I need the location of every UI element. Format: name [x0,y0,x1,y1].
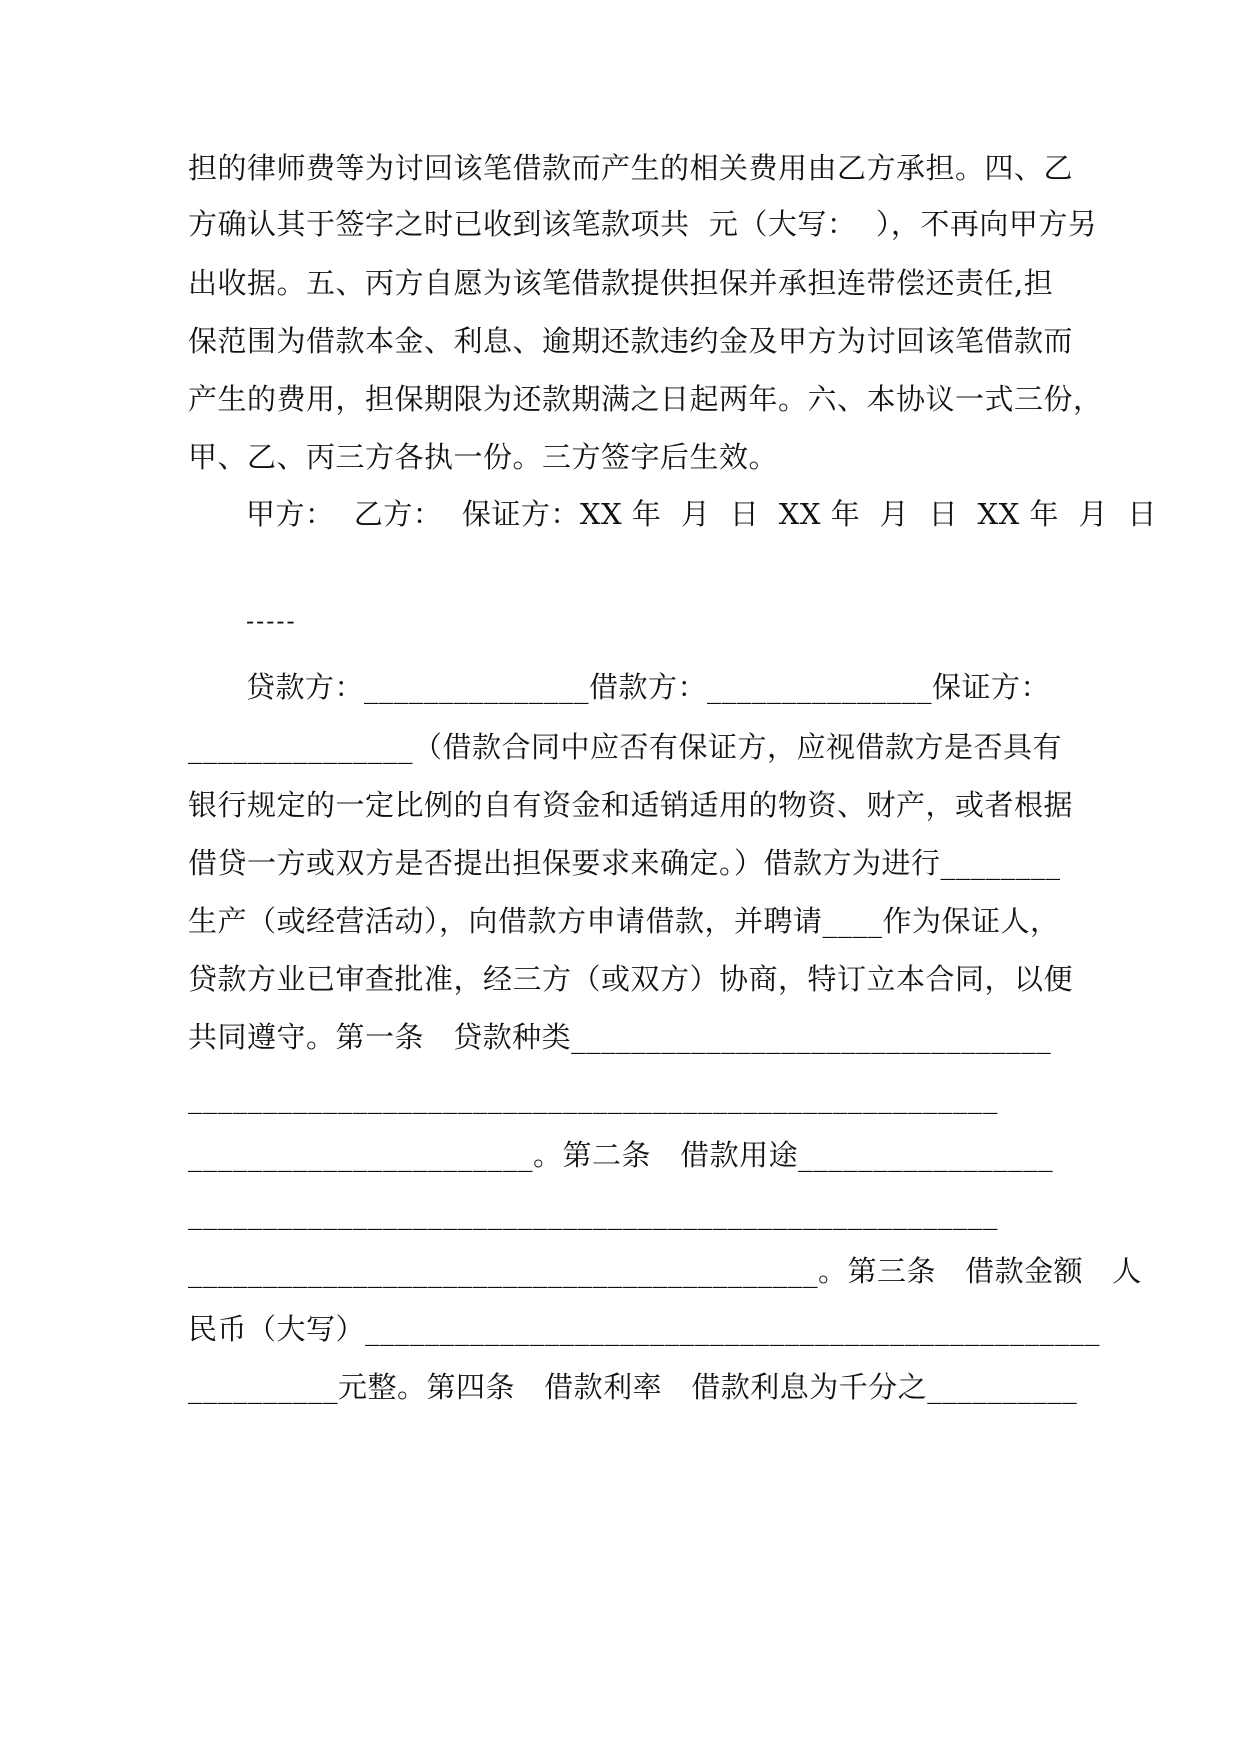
text-line-16: ______________________________________________________ [188,1080,998,1114]
text-line-12: 借贷一方或双方是否提出担保要求来确定。）借款方为进行________ [188,846,1061,880]
text-line-20: 民币（大写）_________________________________________________ [188,1312,1101,1346]
text-line-10: _______________（借款合同中应否有保证方，应视借款方是否具有 [188,730,1063,764]
text-line-4: 保范围为借款本金、利息、逾期还款违约金及甲方为讨回该笔借款而 [188,324,1074,358]
text-line-1: 担的律师费等为讨回该笔借款而产生的相关费用由乙方承担。四、乙 [188,151,1074,185]
text-line-11: 银行规定的一定比例的自有资金和适销适用的物资、财产，或者根据 [188,788,1074,822]
separator-dashes: ----- [246,607,297,635]
text-line-18: ______________________________________________________ [188,1196,998,1230]
text-line-21: __________元整。第四条 借款利率 借款利息为千分之__________ [188,1370,1078,1404]
text-line-15: 共同遵守。第一条 贷款种类________________________________ [188,1020,1052,1054]
text-line-14: 贷款方业已审查批准，经三方（或双方）协商，特订立本合同，以便 [188,962,1074,996]
text-line-2: 方确认其于签字之时已收到该笔款项共 元（大写： ），不再向甲方另 [188,207,1098,241]
text-line-6: 甲、乙、丙三方各执一份。三方签字后生效。 [188,440,779,474]
text-line-3: 出收据。五、丙方自愿为该笔借款提供担保并承担连带偿还责任,担 [188,266,1054,300]
text-line-5: 产生的费用，担保期限为还款期满之日起两年。六、本协议一式三份， [188,382,1103,416]
text-line-19: __________________________________________。第三条 借款金额 人 [188,1254,1142,1288]
signature-line: 甲方： 乙方： 保证方：XX 年 月 日 XX 年 月 日 XX 年 月 日 [246,497,1157,531]
parties-line: 贷款方：_______________借款方：_______________保证方： [246,670,1051,704]
text-line-13: 生产（或经营活动），向借款方申请借款，并聘请____作为保证人， [188,904,1060,938]
text-line-17: _______________________。第二条 借款用途_________________ [188,1138,1054,1172]
